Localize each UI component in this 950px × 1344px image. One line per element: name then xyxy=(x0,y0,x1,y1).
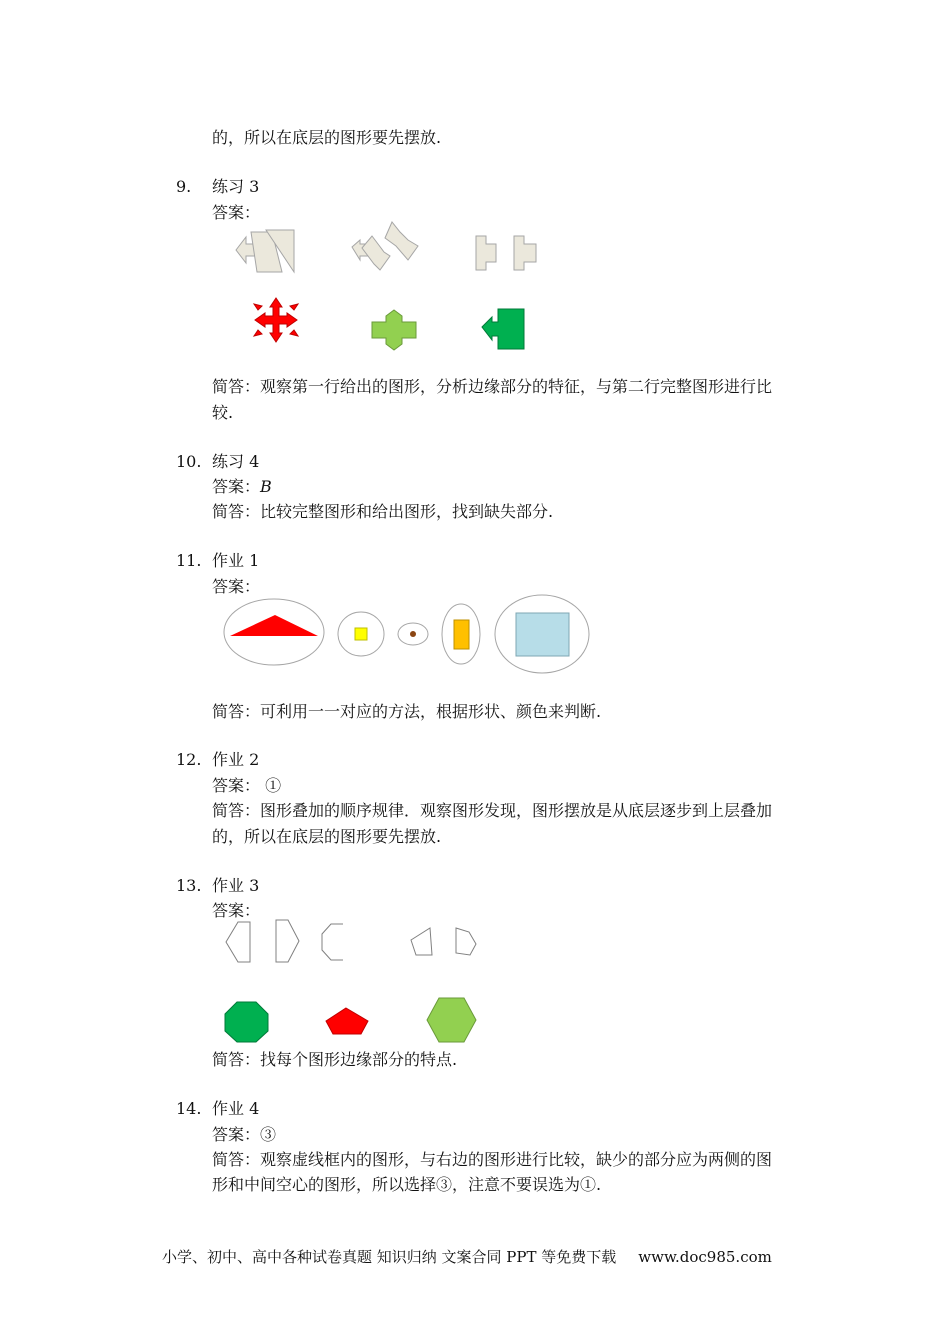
item-title: 作业 2 xyxy=(212,750,260,769)
explanation-line: 简答：观察虚线框内的图形，与右边的图形进行比较，缺少的部分应为两侧的图 xyxy=(212,1150,773,1169)
explanation-line: 形和中间空心的图形，所以选择③，注意不要误选为①. xyxy=(212,1175,602,1194)
red-pentagon xyxy=(326,1008,368,1034)
explanation-line: 简答：观察第一行给出的图形，分析边缘部分的特征，与第二行完整图形进行比 xyxy=(212,377,773,396)
item-number: 12. xyxy=(176,750,202,769)
answer-label: 答案： xyxy=(212,776,261,795)
carry-over-text: 的，所以在底层的图形要先摆放. xyxy=(212,128,442,147)
explanation-line: 简答：比较完整图形和给出图形，找到缺失部分. xyxy=(212,502,554,521)
polygon-piece xyxy=(322,924,343,960)
explanation-line: 简答：找每个图形边缘部分的特点. xyxy=(212,1050,458,1069)
explanation-line: 较. xyxy=(212,403,234,422)
light-green-hexagon xyxy=(427,998,476,1042)
answer-value: ① xyxy=(265,776,282,795)
item-title: 作业 1 xyxy=(212,551,260,570)
item-title: 练习 4 xyxy=(212,452,260,471)
explanation-line: 简答：图形叠加的顺序规律．观察图形发现，图形摆放是从底层逐步到上层叠加 xyxy=(212,801,773,820)
answer-label: 答案： xyxy=(212,477,261,496)
answer-label: 答案： xyxy=(212,1125,261,1144)
item-number: 10. xyxy=(176,452,202,471)
polygon-piece xyxy=(226,922,250,962)
answer-label: 答案： xyxy=(212,577,261,596)
answer-value: ③ xyxy=(260,1125,277,1144)
polygon-piece xyxy=(456,928,476,955)
item-title: 作业 4 xyxy=(212,1099,260,1118)
green-octagon xyxy=(225,1002,268,1042)
item-number: 13. xyxy=(176,876,202,895)
item-number: 11. xyxy=(176,551,202,570)
polygon-piece xyxy=(411,928,432,955)
answer-value: B xyxy=(260,477,272,496)
footer-site-link[interactable]: www.doc985.com xyxy=(638,1248,772,1266)
page-footer xyxy=(162,1246,772,1267)
item-title: 作业 3 xyxy=(212,876,260,895)
explanation-line: 的，所以在底层的图形要先摆放. xyxy=(212,827,442,846)
answer-label: 答案： xyxy=(212,901,261,920)
item-title: 练习 3 xyxy=(212,177,260,196)
explanation-line: 简答：可利用一一对应的方法，根据形状、颜色来判断. xyxy=(212,702,602,721)
answer-label: 答案： xyxy=(212,203,261,222)
polygon-piece xyxy=(276,920,299,962)
footer-text: 小学、初中、高中各种试卷真题 知识归纳 文案合同 PPT 等免费下载 xyxy=(162,1248,617,1266)
answer-line xyxy=(212,1125,276,1145)
item-number: 14. xyxy=(176,1099,202,1118)
item-number: 9. xyxy=(176,177,192,196)
